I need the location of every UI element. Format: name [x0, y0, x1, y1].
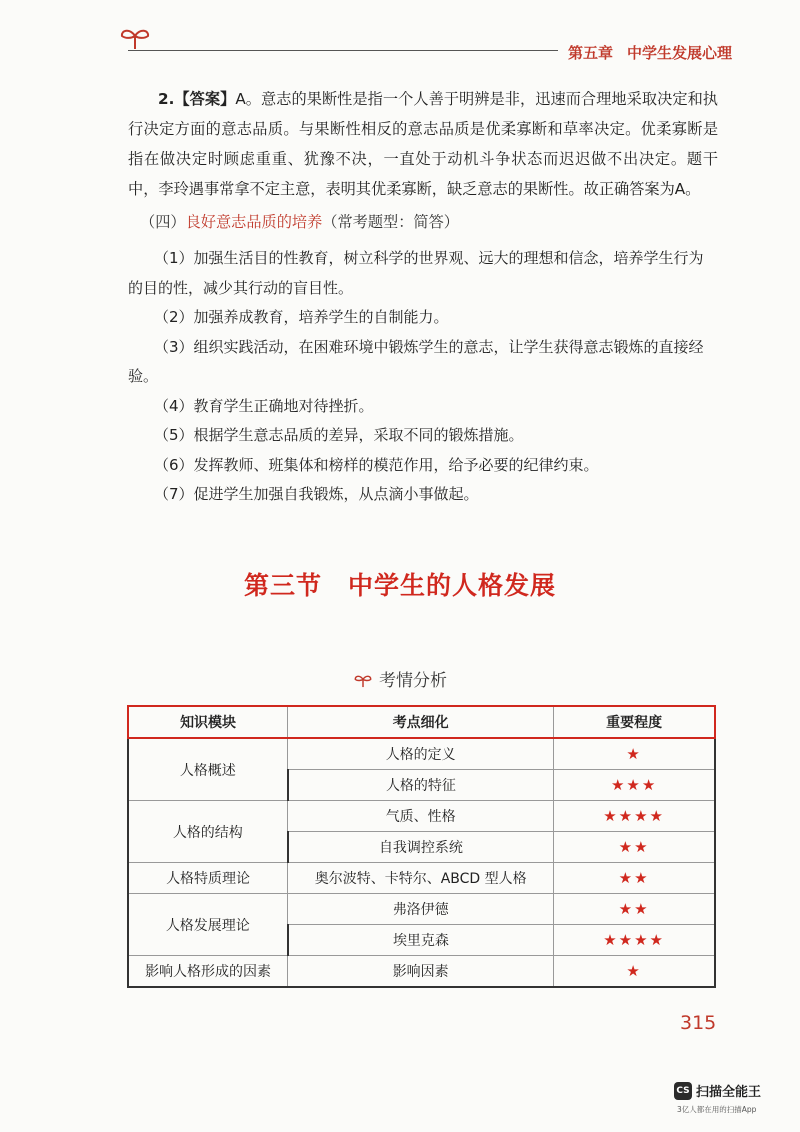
point-cell: 影响因素 — [288, 956, 554, 988]
point-cell: 弗洛伊德 — [288, 894, 554, 925]
column-header-importance: 重要程度 — [554, 706, 715, 738]
module-cell: 人格特质理论 — [128, 863, 288, 894]
importance-stars: ★ — [554, 956, 715, 988]
chapter-number: 第五章 — [568, 44, 614, 62]
analysis-title: 考情分析 — [379, 671, 447, 691]
importance-stars: ★★ — [554, 832, 715, 863]
measures-list — [128, 244, 718, 510]
table-row — [128, 863, 715, 894]
analysis-heading — [0, 666, 800, 691]
subsection-prefix: （四） — [140, 213, 186, 231]
importance-stars: ★ — [554, 738, 715, 770]
chapter-title: 中学生发展心理 — [627, 44, 733, 62]
answer-label: 2.【答案】 — [158, 90, 236, 108]
answer-paragraph — [128, 84, 718, 204]
list-item: （1）加强生活目的性教育，树立科学的世界观、远大的理想和信念，培养学生行为的目的性，减少其行动的盲目性。 — [128, 249, 704, 297]
module-cell: 人格发展理论 — [128, 894, 288, 956]
subsection-note: （常考题型：简答） — [322, 213, 459, 231]
watermark-name: 扫描全能王 — [696, 1085, 762, 1100]
point-cell: 埃里克森 — [288, 925, 554, 956]
table-row — [128, 956, 715, 988]
answer-text: A。意志的果断性是指一个人善于明辨是非，迅速而合理地采取决定和执行决定方面的意志品质。与果断性相反的意志品质是优柔寡断和草率决定。优柔寡断是指在做决定时顾虑重重、犹豫不决，一直处于动机斗争状态而迟迟做不出决定。题干中，李玲遇事常拿不定主意，表明其优柔寡断，缺乏意志的果断性。故正确答案为A。 — [128, 90, 718, 198]
chapter-header — [568, 42, 732, 63]
importance-stars: ★★★ — [554, 770, 715, 801]
module-cell: 人格概述 — [128, 738, 288, 801]
sprout-icon — [353, 672, 373, 688]
module-cell: 人格的结构 — [128, 801, 288, 863]
table-row — [128, 738, 715, 770]
list-item: （5）根据学生意志品质的差异，采取不同的锻炼措施。 — [154, 426, 524, 444]
subsection-heading — [140, 211, 459, 232]
list-item: （6）发挥教师、班集体和榜样的模范作用，给予必要的纪律约束。 — [154, 455, 599, 474]
point-cell: 气质、性格 — [288, 801, 554, 832]
table-row — [128, 894, 715, 925]
list-item: （3）组织实践活动，在困难环境中锻炼学生的意志，让学生获得意志锻炼的直接经验。 — [128, 337, 704, 385]
section-name: 中学生的人格发展 — [348, 571, 557, 600]
point-cell: 人格的特征 — [288, 770, 554, 801]
table-row — [128, 801, 715, 832]
importance-stars: ★★ — [554, 863, 715, 894]
list-item: （4）教育学生正确地对待挫折。 — [154, 396, 374, 415]
importance-stars: ★★★★ — [554, 801, 715, 832]
section-number: 第三节 — [243, 571, 322, 600]
point-cell: 自我调控系统 — [288, 832, 554, 863]
table-header-row — [128, 706, 715, 738]
column-header-module: 知识模块 — [128, 706, 288, 738]
list-item: （2）加强养成教育，培养学生的自制能力。 — [154, 308, 449, 326]
page-number: 315 — [680, 1012, 717, 1034]
exam-analysis-table — [127, 705, 716, 988]
list-item: （7）促进学生加强自我锻炼，从点滴小事做起。 — [154, 485, 479, 503]
module-cell: 影响人格形成的因素 — [128, 956, 288, 988]
point-cell: 人格的定义 — [288, 738, 554, 770]
section-title — [0, 566, 800, 602]
importance-stars: ★★★★ — [554, 925, 715, 956]
sprout-icon — [118, 24, 152, 50]
subsection-title: 良好意志品质的培养 — [185, 213, 323, 231]
watermark-tagline: 3亿人都在用的扫描App — [677, 1105, 757, 1114]
column-header-point: 考点细化 — [288, 706, 554, 738]
point-cell: 奥尔波特、卡特尔、ABCD 型人格 — [288, 863, 554, 894]
importance-stars: ★★ — [554, 894, 715, 925]
camscanner-logo-icon: CS — [674, 1082, 692, 1100]
header-rule — [128, 50, 558, 51]
